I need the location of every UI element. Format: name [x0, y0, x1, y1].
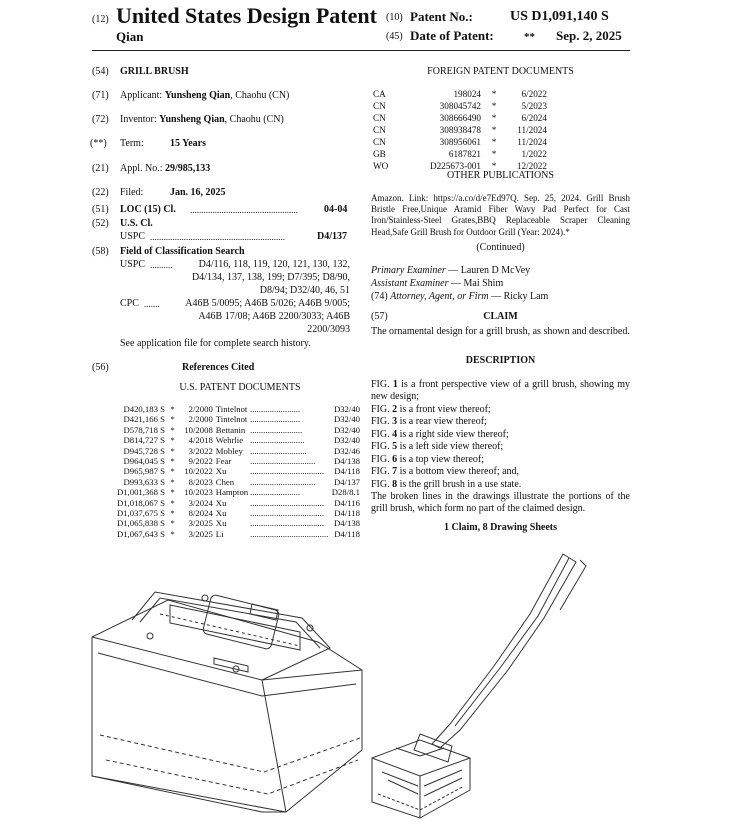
citation-star: *	[170, 424, 175, 435]
cpc-line1: A46B 5/0095; A46B 5/026; A46B 9/005;	[185, 298, 350, 309]
loc-label: LOC (15) Cl.	[120, 204, 176, 215]
citation-class: D4/118	[334, 466, 360, 477]
loc-dots: ................................................	[190, 205, 298, 215]
foreign-citation-row	[373, 125, 547, 135]
uspc-search-line3: D8/94; D32/40, 46, 51	[259, 285, 350, 296]
foreign-date: 6/2024	[521, 113, 547, 123]
assistant-examiner-name: — Mai Shim	[451, 278, 504, 289]
foreign-number: 308666490	[439, 113, 481, 123]
us-citation-row	[106, 414, 360, 424]
citation-dots: .........................	[250, 435, 305, 446]
field-54-code: (54)	[92, 66, 109, 77]
citation-class: D4/118	[334, 528, 360, 539]
citation-class: D4/118	[334, 508, 360, 519]
fig-number: 6	[392, 453, 398, 465]
citation-date: 10/2008	[184, 424, 213, 435]
foreign-citation-row	[373, 89, 547, 99]
citation-dots: .......................	[250, 487, 301, 498]
references-cited-title: References Cited	[182, 362, 255, 373]
citation-class: D4/137	[333, 476, 360, 487]
citation-date: 8/2024	[188, 508, 213, 519]
figure-description	[371, 429, 630, 441]
see-application-note: See application file for complete search history.	[120, 338, 311, 349]
citation-number: D1,037,675 S	[116, 508, 165, 519]
citation-star: *	[170, 497, 175, 508]
fig-text: is the grill brush in a use state.	[397, 478, 522, 490]
inventor-name: Yunsheng Qian	[159, 114, 225, 125]
inventor-label: Inventor:	[120, 114, 157, 125]
patent-header	[92, 4, 632, 48]
field-search-label: Field of Classification Search	[120, 246, 245, 257]
citation-dots: ..................................	[250, 497, 324, 508]
brush-head-large	[92, 592, 362, 812]
citation-number: D993,633 S	[123, 476, 165, 487]
fig-text: is a front perspective view of a grill brush, showing my new design;	[371, 379, 630, 402]
citation-class: D32/46	[333, 445, 360, 456]
figure-description	[371, 441, 630, 453]
us-citation-row	[106, 498, 360, 508]
citation-class: D4/138	[333, 518, 360, 529]
foreign-number: 308938478	[439, 125, 481, 135]
foreign-star: *	[491, 113, 497, 123]
fig-prefix: FIG.	[371, 441, 393, 452]
us-cl-label: U.S. Cl.	[120, 218, 153, 229]
claim-code: (57)	[371, 311, 388, 322]
citation-number: D1,001,368 S	[116, 487, 165, 498]
fig-number: 7	[392, 466, 398, 477]
foreign-date: 1/2022	[521, 149, 547, 159]
citation-star: *	[170, 518, 175, 529]
cpc-line2: A46B 17/08; A46B 2200/3033; A46B	[198, 311, 350, 322]
us-citation-row	[106, 508, 360, 518]
us-citations-table	[106, 404, 360, 539]
citation-number: D420,183 S	[123, 404, 165, 414]
us-citation-row	[106, 529, 360, 539]
figure-description	[371, 379, 630, 403]
claim-text: The ornamental design for a grill brush, as shown and described.	[371, 326, 630, 337]
field-22-code: (22)	[92, 187, 109, 198]
fig-number: 1	[392, 379, 398, 390]
applicant-place: , Chaohu (CN)	[230, 90, 290, 101]
figure-descriptions	[371, 379, 630, 515]
attorney-code: (74)	[371, 291, 388, 302]
fig-text: is a rear view thereof;	[397, 416, 487, 427]
fig-prefix: FIG.	[371, 453, 393, 465]
foreign-citation-row	[373, 137, 547, 147]
citation-star: *	[170, 466, 175, 477]
term-label: Term:	[120, 138, 144, 149]
fig-number: 2	[392, 403, 398, 415]
citation-star: *	[170, 414, 175, 425]
appl-no-value: 29/985,133	[165, 163, 211, 174]
citation-class: D28/8.1	[331, 487, 360, 498]
citation-date: 3/2022	[188, 445, 213, 456]
citation-number: D578,718 S	[123, 424, 165, 435]
foreign-date: 11/2024	[517, 137, 547, 147]
foreign-star: *	[491, 89, 497, 99]
citation-dots: ....................................	[250, 528, 329, 539]
fig-number: 8	[392, 478, 398, 490]
fig-prefix: FIG.	[371, 428, 393, 440]
us-citation-row	[106, 487, 360, 497]
fig-number: 4	[392, 428, 398, 440]
citation-inventor: Chen	[215, 476, 235, 487]
foreign-citation-row	[373, 149, 547, 159]
citation-class: D32/40	[333, 435, 360, 446]
citation-inventor: Hampton	[215, 487, 249, 498]
citation-date: 8/2023	[188, 476, 213, 487]
applicant-label: Applicant:	[120, 90, 163, 101]
foreign-country: CA	[373, 89, 386, 99]
fig-text: is a bottom view thereof; and,	[397, 466, 520, 477]
cpc-line3: 2200/3093	[307, 324, 350, 335]
continued-note: (Continued)	[476, 242, 525, 253]
claim-title: CLAIM	[483, 311, 518, 322]
field-72-code: (72)	[92, 114, 109, 125]
citation-class: D32/40	[333, 414, 360, 425]
foreign-country: CN	[373, 101, 386, 111]
citation-number: D1,018,067 S	[116, 497, 165, 508]
primary-examiner-name: — Lauren D McVey	[448, 265, 531, 276]
date-label: Date of Patent:	[410, 28, 494, 43]
applicant-name: Yunsheng Qian	[164, 90, 231, 101]
citation-date: 9/2022	[188, 456, 213, 467]
foreign-star: *	[491, 149, 497, 159]
fig-number: 5	[392, 441, 398, 452]
grill-brush-drawing	[0, 550, 730, 830]
design-title: GRILL BRUSH	[120, 66, 189, 77]
fig-text: is a right side view thereof;	[397, 428, 509, 440]
uspc-label: USPC	[120, 231, 146, 242]
uspc-search-dots: ..........	[150, 260, 173, 270]
uspc-search-line1: D4/116, 118, 119, 120, 121, 130, 132,	[198, 259, 350, 270]
citation-date: 10/2022	[184, 466, 213, 477]
foreign-citation-row	[373, 113, 547, 123]
fig-text: is a top view thereof;	[397, 453, 485, 465]
header-rule	[92, 50, 630, 51]
term-value: 15 Years	[170, 138, 207, 149]
inventor-place: , Chaohu (CN)	[224, 114, 284, 125]
us-citation-row	[106, 435, 360, 445]
us-citation-row	[106, 518, 360, 528]
citation-inventor: Wehrlie	[215, 435, 244, 446]
us-citation-row	[106, 404, 360, 414]
cpc-label: CPC	[120, 298, 139, 309]
attorney-name: — Ricky Lam	[491, 291, 549, 302]
citation-inventor: Tintelnot	[215, 404, 248, 414]
brush-with-handle	[372, 554, 586, 818]
figure-description	[371, 479, 630, 491]
citation-number: D1,067,643 S	[116, 528, 165, 539]
claims-sheets-note: 1 Claim, 8 Drawing Sheets	[443, 522, 558, 533]
citation-star: *	[170, 445, 175, 456]
date-code: (45)	[386, 31, 403, 42]
foreign-star: *	[491, 101, 497, 111]
fig-prefix: FIG.	[371, 379, 393, 390]
citation-number: D1,065,838 S	[116, 518, 165, 529]
citation-date: 4/2018	[188, 435, 213, 446]
citation-star: *	[170, 487, 175, 498]
foreign-number: D225673-001	[429, 161, 481, 171]
citation-star: *	[170, 508, 175, 519]
citation-dots: ..................................	[250, 466, 324, 477]
date-of-patent: Sep. 2, 2025	[556, 28, 622, 43]
citation-number: D965,987 S	[123, 466, 165, 477]
patent-type-title: United States Design Patent	[116, 3, 377, 28]
foreign-citations-table	[371, 87, 549, 173]
figure-description	[371, 416, 630, 428]
assistant-examiner-label: Assistant Examiner	[371, 278, 449, 289]
fig-text: is a left side view thereof;	[397, 441, 504, 452]
citation-date: 2/2000	[188, 414, 213, 425]
citation-date: 3/2025	[188, 528, 213, 539]
citation-number: D945,728 S	[123, 445, 165, 456]
citation-dots: ..................................	[250, 518, 324, 529]
foreign-star: *	[491, 125, 497, 135]
fig-text: is a front view thereof;	[397, 403, 491, 415]
cpc-dots: .......	[144, 299, 160, 309]
us-citation-row	[106, 456, 360, 466]
citation-inventor: Xu	[215, 497, 227, 508]
field-56-code: (56)	[92, 362, 109, 373]
citation-class: D4/116	[334, 497, 360, 508]
fig-prefix: FIG.	[371, 403, 393, 415]
appl-no-label: Appl. No.:	[120, 163, 163, 174]
citation-dots: ..............................	[250, 456, 316, 467]
foreign-date: 6/2022	[521, 89, 547, 99]
citation-date: 2/2000	[188, 404, 213, 414]
foreign-star: *	[491, 137, 497, 147]
primary-examiner-label: Primary Examiner	[371, 265, 446, 276]
us-citation-row	[106, 446, 360, 456]
foreign-country: WO	[373, 161, 389, 171]
citation-date: 3/2025	[188, 518, 213, 529]
citation-star: *	[170, 456, 175, 467]
foreign-citation-row	[373, 101, 547, 111]
citation-inventor: Bettanin	[215, 424, 246, 435]
loc-value: 04-04	[324, 204, 348, 215]
us-citation-row	[106, 425, 360, 435]
citation-number: D814,727 S	[123, 435, 165, 446]
broken-lines-note: The broken lines in the drawings illustrate the portions of the grill brush, which form no part of the claimed design.	[371, 491, 630, 514]
foreign-number: 308956061	[439, 137, 481, 147]
figure-description	[371, 454, 630, 466]
us-patent-docs-title: U.S. PATENT DOCUMENTS	[179, 382, 301, 393]
fig-prefix: FIG.	[371, 416, 393, 427]
citation-inventor: Fear	[215, 456, 232, 467]
foreign-number: 6187821	[448, 149, 481, 159]
fig-prefix: FIG.	[371, 466, 393, 477]
field-51-code: (51)	[92, 204, 109, 215]
citation-inventor: Xu	[215, 508, 227, 519]
citation-star: *	[170, 435, 175, 446]
citation-number: D964,045 S	[123, 456, 165, 467]
figure-description	[371, 404, 630, 416]
citation-dots: .......................	[250, 404, 301, 414]
foreign-docs-title: FOREIGN PATENT DOCUMENTS	[427, 66, 574, 77]
foreign-country: CN	[373, 137, 386, 147]
field-58-code: (58)	[92, 246, 109, 257]
citation-star: *	[170, 476, 175, 487]
citation-dots: ........................	[250, 424, 303, 435]
foreign-date: 5/2023	[521, 101, 547, 111]
term-code: (**)	[90, 138, 107, 149]
citation-date: 10/2023	[184, 487, 213, 498]
foreign-number: 198024	[453, 89, 481, 99]
citation-number: D421,166 S	[123, 414, 165, 425]
kind-code: (12)	[92, 14, 109, 25]
foreign-date: 12/2022	[516, 161, 547, 171]
foreign-date: 11/2024	[517, 125, 547, 135]
figure-description	[371, 466, 630, 478]
field-21-code: (21)	[92, 163, 109, 174]
foreign-country: CN	[373, 113, 386, 123]
inventor-surname: Qian	[116, 29, 144, 44]
citation-dots: ..................................	[250, 508, 324, 519]
foreign-star: *	[491, 161, 497, 171]
citation-inventor: Xu	[215, 518, 227, 529]
field-71-code: (71)	[92, 90, 109, 101]
foreign-number: 308045742	[439, 101, 481, 111]
other-publications-title: OTHER PUBLICATIONS	[447, 170, 554, 181]
foreign-country: CN	[373, 125, 386, 135]
citation-star: *	[170, 528, 175, 539]
description-title: DESCRIPTION	[465, 355, 536, 366]
citation-class: D4/138	[333, 456, 360, 467]
citation-inventor: Mobley	[215, 445, 243, 456]
citation-date: 3/2024	[188, 497, 213, 508]
citation-dots: .......................	[250, 414, 301, 425]
citation-class: D32/40	[333, 424, 360, 435]
citation-inventor: Tintelnot	[215, 414, 248, 425]
uspc-search-line2: D4/134, 137, 138, 199; D7/395; D8/90,	[191, 272, 350, 283]
uspc-dots: ............................................................	[150, 232, 285, 242]
uspc-value: D4/137	[317, 231, 347, 242]
foreign-country: GB	[373, 149, 386, 159]
patent-no-label: Patent No.:	[410, 9, 473, 24]
field-52-code: (52)	[92, 218, 109, 229]
filed-value: Jan. 16, 2025	[170, 187, 226, 198]
us-citation-row	[106, 466, 360, 476]
fig-prefix: FIG.	[371, 478, 393, 490]
citation-dots: ..............................	[250, 476, 316, 487]
patent-number: US D1,091,140 S	[510, 9, 609, 24]
patent-no-code: (10)	[386, 12, 403, 23]
other-publications-text: Amazon. Link: https://a.co/d/e7Ed97Q. Sep. 25, 2024. Grill Brush Bristle Free,Unique Aramid Fiber Wavy Pad Perfect for Cast Iron/Stainless-Steel Grates,BBQ Replaceable Scraper Cleaning Head,Safe Grill Brush for Outdoor Grill (Year: 2024).*	[371, 193, 630, 237]
citation-inventor: Xu	[215, 466, 227, 477]
citation-dots: ..........................	[250, 445, 307, 456]
citation-star: *	[170, 404, 175, 414]
uspc-search-label: USPC	[120, 259, 146, 270]
us-citation-row	[106, 477, 360, 487]
fig-number: 3	[392, 416, 398, 427]
citation-inventor: Li	[215, 528, 224, 539]
date-marker: **	[524, 31, 535, 43]
filed-label: Filed:	[120, 187, 144, 198]
citation-class: D32/40	[333, 404, 360, 414]
attorney-label: Attorney, Agent, or Firm	[390, 291, 489, 302]
